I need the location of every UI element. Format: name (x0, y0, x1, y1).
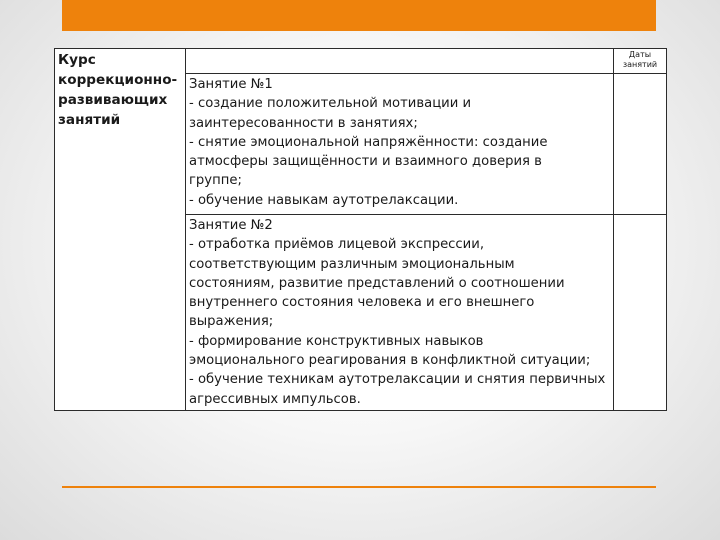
course-title-cell: Курс коррекционно- развивающих занятий (55, 49, 186, 411)
session-line: группе; (189, 173, 242, 189)
session-line: заинтересованности в занятиях; (189, 115, 418, 131)
session-line: выражения; (189, 314, 274, 330)
header-empty-cell (186, 49, 614, 74)
dates-header-line: Даты (628, 50, 652, 59)
session-line: внутреннего состояния человека и его внешнего (189, 295, 535, 311)
session-line: соответствующим различным эмоциональным (189, 256, 515, 272)
session-title: Занятие №1 (189, 77, 273, 92)
session-2-cell (186, 215, 614, 411)
session-line: - создание положительной мотивации и (189, 96, 472, 112)
session-line: - отработка приёмов лицевой экспрессии, (189, 237, 485, 253)
session-line: агрессивных импульсов. (189, 391, 361, 407)
bottom-accent-line (62, 486, 656, 488)
dates-header-line: занятий (622, 60, 658, 69)
session-line: - обучение навыкам аутотрелаксации. (189, 192, 459, 208)
session-1-date-cell (614, 74, 667, 215)
session-line: - снятие эмоциональной напряжённости: создание (189, 134, 548, 150)
table-header-row (55, 49, 667, 74)
session-1-cell (186, 74, 614, 215)
session-2-date-cell (614, 215, 667, 411)
session-line: - формирование конструктивных навыков (189, 333, 484, 349)
top-accent-bar (62, 0, 656, 31)
session-title: Занятие №2 (189, 218, 273, 233)
session-line: - обучение техникам аутотрелаксации и снятия первичных (189, 372, 606, 388)
dates-header-cell (614, 49, 667, 74)
session-line: эмоционального реагирования в конфликтной ситуации; (189, 353, 591, 369)
session-line: атмосферы защищённости и взаимного доверия в (189, 154, 542, 170)
session-line: состояниям, развитие представлений о соотношении (189, 275, 565, 291)
course-table (54, 48, 667, 411)
